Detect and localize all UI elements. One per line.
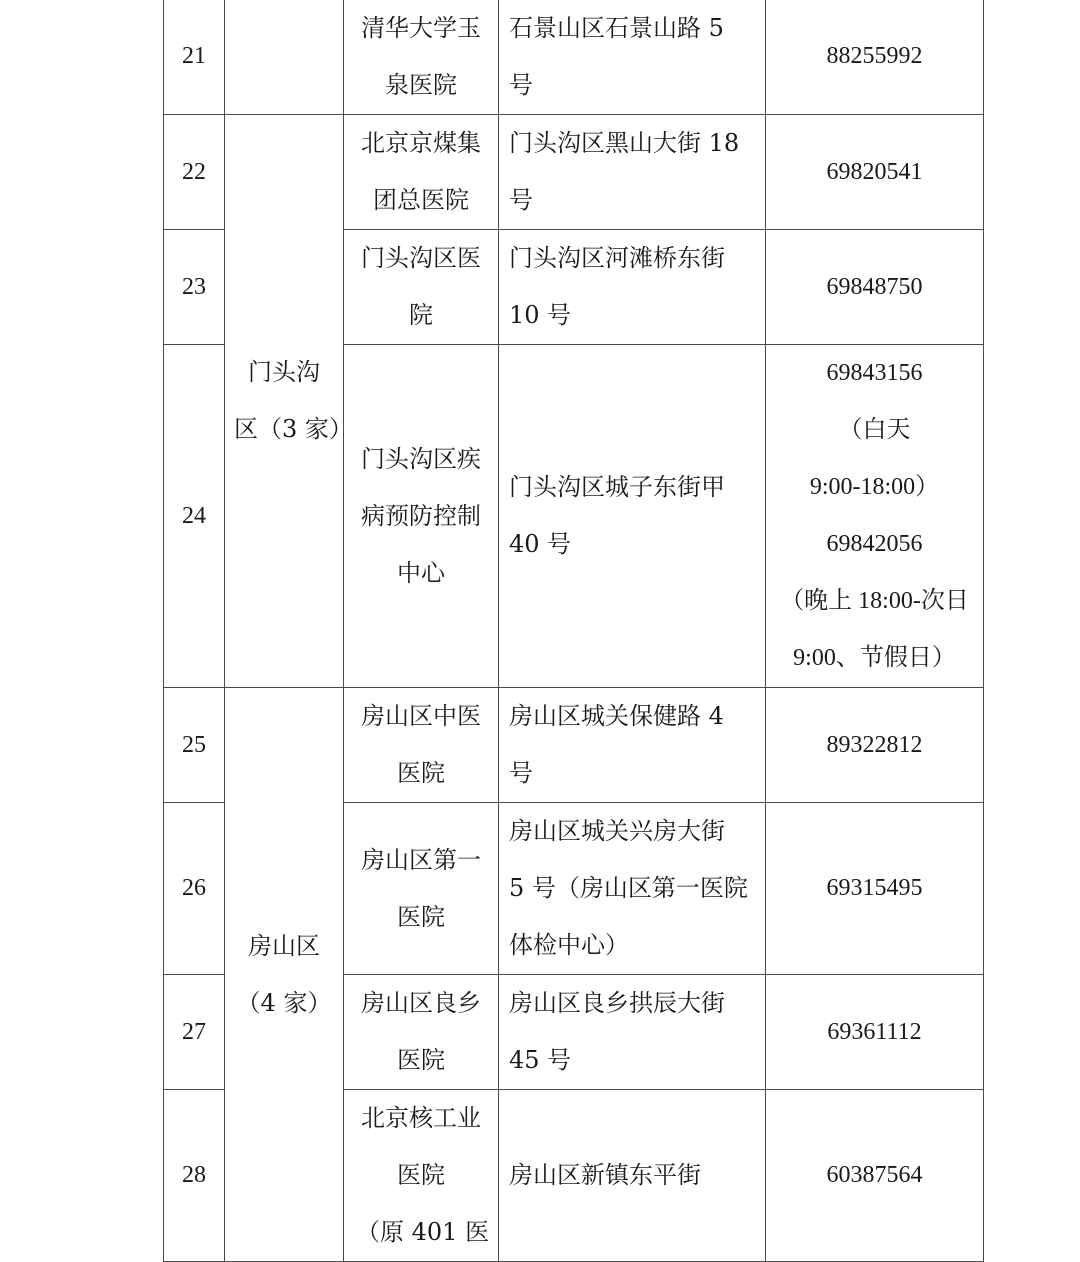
address-line: 45 号	[509, 1046, 572, 1074]
district-cell-mentougou	[225, 115, 353, 688]
hospital-name-line: 院	[409, 301, 433, 329]
phone-line: 69843156	[826, 360, 923, 386]
hospital-phone	[766, 115, 984, 230]
table-row	[164, 0, 984, 115]
address-line: 石景山区石景山路 5	[509, 13, 724, 42]
row-index: 25	[164, 688, 225, 803]
hospital-address	[499, 115, 766, 230]
district-label-line: 门头沟	[248, 358, 320, 386]
table-row	[164, 688, 984, 803]
hospital-phone	[766, 688, 984, 803]
address-line: 房山区城关兴房大街	[509, 817, 725, 845]
phone-line: 60387564	[826, 1162, 923, 1188]
address-line: 门头沟区黑山大街 18	[509, 129, 740, 157]
hospital-address	[499, 1090, 766, 1262]
hospital-address	[499, 803, 766, 975]
hospital-name	[344, 803, 499, 975]
hospital-name-line: （原 401 医	[356, 1218, 490, 1246]
hospital-address	[499, 230, 766, 345]
hospital-address	[499, 0, 766, 115]
hospital-name-line: 北京核工业	[361, 1104, 481, 1132]
district-label-line: 区（3 家）	[234, 415, 353, 443]
row-index: 27	[164, 975, 225, 1090]
address-line: 门头沟区河滩桥东街	[509, 244, 725, 272]
address-line: 号	[509, 70, 533, 99]
row-index: 24	[164, 345, 225, 688]
phone-line: 88255992	[826, 43, 923, 69]
hospital-table	[163, 0, 984, 1262]
phone-hours-line: 9:00、节假日）	[793, 645, 956, 671]
phone-line: 89322812	[826, 731, 923, 758]
hospital-phone	[766, 803, 984, 975]
address-line: 房山区良乡拱辰大街	[509, 989, 725, 1017]
hospital-name-line: 房山区良乡	[361, 989, 481, 1017]
hospital-phone	[766, 975, 984, 1090]
hospital-name-line: 病预防控制	[361, 501, 481, 530]
hospital-name-line: 团总医院	[373, 186, 469, 214]
row-index: 23	[164, 230, 225, 345]
hospital-name-line: 医院	[397, 1046, 445, 1074]
hospital-name	[344, 975, 499, 1090]
row-index: 22	[164, 115, 225, 230]
hospital-name-line: 泉医院	[385, 70, 457, 99]
hospital-name-line: 中心	[397, 558, 445, 587]
hospital-name-line: 医院	[397, 902, 445, 931]
district-cell	[225, 0, 344, 115]
hospital-name-line: 门头沟区医	[361, 244, 481, 272]
table-row	[164, 115, 984, 230]
address-line: 40 号	[509, 530, 572, 558]
address-line: 房山区新镇东平街	[509, 1161, 701, 1189]
hospital-name-line: 房山区中医	[361, 702, 481, 730]
phone-hours-line: 9:00-18:00）	[809, 474, 940, 500]
hospital-name	[344, 0, 499, 115]
phone-line: 69315495	[826, 875, 923, 901]
phone-line: 69848750	[826, 273, 923, 300]
address-line: 门头沟区城子东街甲	[509, 473, 725, 501]
phone-hours-line: （晚上 18:00-次日	[780, 588, 969, 614]
address-line: 5 号（房山区第一医院	[509, 874, 748, 902]
hospital-name	[344, 688, 499, 803]
phone-hours-line: （白天	[838, 417, 911, 443]
hospital-name-line: 北京京煤集	[361, 129, 481, 157]
address-line: 10 号	[509, 301, 572, 329]
row-index: 21	[164, 0, 225, 115]
hospital-name-line: 医院	[397, 1161, 445, 1189]
hospital-name	[344, 115, 499, 230]
hospital-phone	[766, 345, 984, 688]
address-line: 号	[509, 759, 533, 787]
hospital-address	[499, 688, 766, 803]
hospital-name-line: 门头沟区疾	[361, 444, 481, 473]
phone-line: 69820541	[826, 158, 923, 185]
address-line: 体检中心）	[509, 931, 629, 959]
hospital-name-line: 医院	[397, 759, 445, 787]
address-line: 房山区城关保健路 4	[509, 702, 724, 730]
hospital-name-line: 清华大学玉	[361, 13, 481, 42]
hospital-table-container	[163, 0, 984, 1262]
district-cell-fangshan	[225, 688, 344, 1262]
row-index: 26	[164, 803, 225, 975]
row-index: 28	[164, 1090, 225, 1262]
hospital-name-line: 房山区第一	[361, 845, 481, 874]
district-label-line: 房山区	[248, 931, 320, 960]
hospital-table-body	[164, 0, 984, 1262]
hospital-phone	[766, 0, 984, 115]
hospital-name	[344, 345, 499, 688]
hospital-phone	[766, 1090, 984, 1262]
hospital-phone	[766, 230, 984, 345]
hospital-name	[344, 1090, 499, 1262]
hospital-address	[499, 975, 766, 1090]
hospital-name	[344, 230, 499, 345]
phone-line: 69842056	[826, 531, 923, 557]
hospital-address	[499, 345, 766, 688]
district-label-line: （4 家）	[236, 988, 332, 1017]
address-line: 号	[509, 186, 533, 214]
phone-line: 69361112	[827, 1018, 922, 1045]
